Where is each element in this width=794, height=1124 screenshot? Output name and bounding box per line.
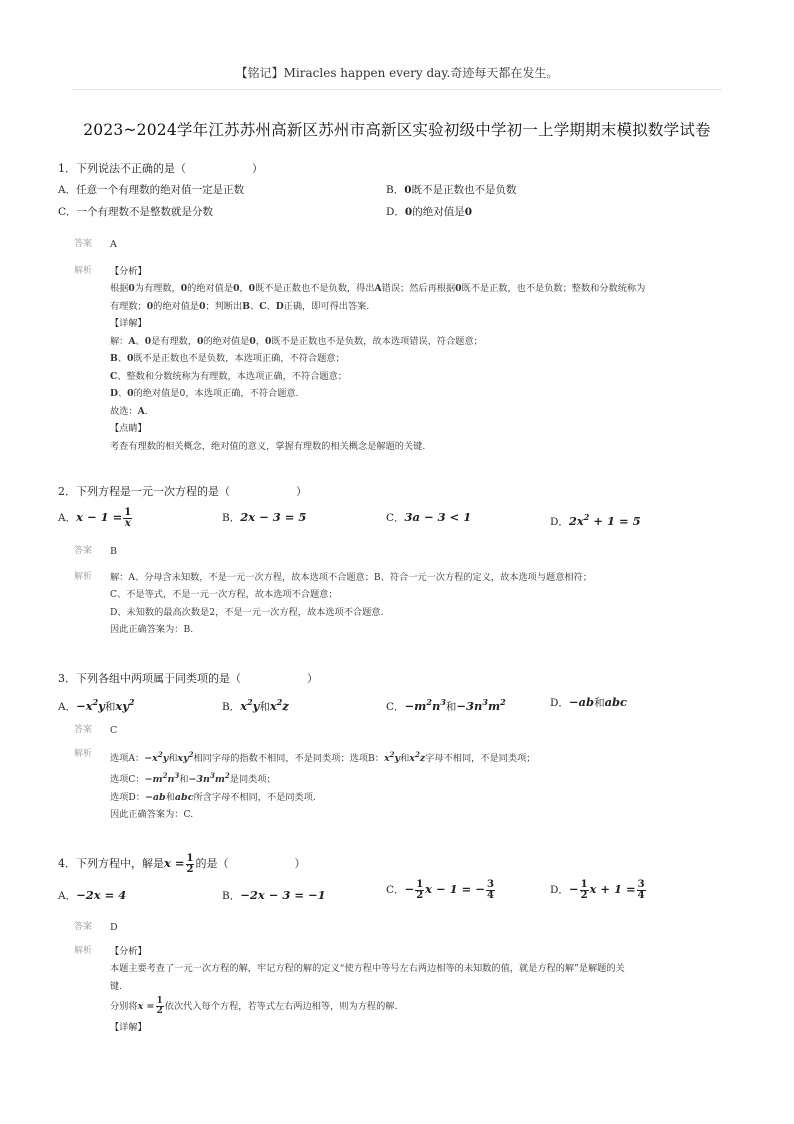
q2-answer-row: 答案 B [58, 543, 738, 561]
q1-option-b[interactable]: B．0既不是正数也不是负数 [386, 184, 517, 196]
q3-option-c[interactable]: C．$-m^2n^3$和$-3n^3m^2$ [386, 697, 506, 713]
question-4 [58, 848, 738, 1037]
q2-analysis-row: 解析 解：A、分母含未知数，不是一元一次方程，故本选项不合题意；B、符合一元一次方程的定义，故本选项与题意相符； C、不是等式，不是一元一次方程，故本选项不合题意； D、未知数的最高次数是2，不是一元一次方程，故本选项不合题意. 因此正确答案为：B. [58, 569, 738, 639]
page-motto: 【铭记】Miracles happen every day.奇迹每天都在发生。 [235, 66, 559, 80]
question-3 [58, 670, 738, 824]
q2-answer: B [110, 546, 117, 557]
q3-analysis: 选项A：$-x^2y$和$xy^2$相同字母的指数不相同，不是同类项；选项B：$x^2y$和$x^2z$字母不相同，不是同类项； 选项C：$-m^2n^3$和$-3n^3m^2$是同类项； 选项D：−ab和abc所含字母不相同，不是同类项. 因此正确答案为：C. [110, 749, 536, 821]
q3-analysis-row: 解析 选项A：$-x^2y$和$xy^2$相同字母的指数不相同，不是同类项；选项B：$x^2y$和$x^2z$字母不相同，不是同类项； 选项C：$-m^2n^3$和$-3n^3m^2$是同类项； 选项D：−ab和abc所含字母不相同，不是同类项. 因此正确答案为：C. [58, 746, 738, 824]
q2-option-b[interactable]: B．2x − 3 = 5 [222, 510, 307, 524]
q3-stem: 3．下列各组中两项属于同类项的是（ ） [58, 672, 318, 685]
q3-answer-row: 答案 C [58, 722, 738, 740]
q4-answer-row: 答案 D [58, 919, 738, 937]
q2-options [58, 503, 738, 533]
answer-label: 答案 [74, 239, 93, 249]
q4-option-d[interactable]: D．− $\frac{1}{2}$ x + 1 = $\frac{3}{4}$ [550, 878, 645, 901]
q4-answer: D [110, 922, 118, 933]
q1-option-c[interactable]: C．一个有理数不是整数就是分数 [58, 206, 214, 218]
q4-option-a[interactable]: A．−2x = 4 [58, 888, 127, 902]
q4-option-b[interactable]: B．−2x − 3 = −1 [222, 888, 326, 902]
q3-options [58, 690, 738, 716]
exam-title: 2023~2024学年江苏苏州高新区苏州市高新区实验初级中学初一上学期期末模拟数学试卷 [83, 121, 711, 139]
q2-option-a[interactable]: A．x − 1 = $\frac{1}{x}$ [58, 506, 132, 529]
q1-option-a[interactable]: A．任意一个有理数的绝对值一定是正数 [58, 184, 245, 196]
q1-stem: 1．下列说法不正确的是（ ） [58, 162, 263, 175]
q1-answer-row [58, 236, 738, 254]
q4-stem: 4．下列方程中，解是x = $\frac{1}{2}$ 的是（ ） [58, 852, 306, 875]
q1-answer: A [110, 239, 117, 250]
q1-analysis: 【分析】 根据0为有理数，0的绝对值是0，0既不是正数也不是负数，得出A错误；然后再根据0既不是正数，也不是负数；整数和分数统称为 有理数；0的绝对值是0；判断出B、C、D正确，即可得出答案. 【详解】 解：A、0是有理数，0的绝对值是0，0既不是正数也不是负数，故本选项错误，符合题意； B、0既不是正数也不是负数，本选项正确，不符合题意； C、整数和分数统称为有理数，本选项正确，不符合题意； D、0的绝对值是0，本选项正确，不符合题意. 故选：A. 【点睛】 考查有理数的相关概念，绝对值的意义，掌握有理数的相关概念是解题的关键. [110, 265, 646, 452]
question-1 [58, 160, 738, 455]
header-divider [72, 89, 722, 90]
q3-option-d[interactable]: D．−ab和abc [550, 695, 628, 709]
q3-answer: C [110, 725, 118, 736]
q3-option-a[interactable]: A．$-x^2y$和$xy^2$ [58, 697, 135, 713]
q2-option-c[interactable]: C．3a − 3 < 1 [386, 510, 472, 524]
q1-options-row-2 [58, 202, 738, 224]
q2-analysis: 解：A、分母含未知数，不是一元一次方程，故本选项不合题意；B、符合一元一次方程的定义，故本选项与题意相符； C、不是等式，不是一元一次方程，故本选项不合题意； D、未知数的最高次数是2，不是一元一次方程，故本选项不合题意. 因此正确答案为：B. [110, 571, 592, 635]
q1-analysis-row [58, 263, 738, 456]
analysis-label: 解析 [74, 265, 93, 276]
q4-analysis-row: 解析 【分析】 本题主要考查了一元一次方程的解，牢记方程的解的定义“使方程中等号左右两边相等的未知数的值，就是方程的解”是解题的关 键. 分别将x = $\frac{1}{2}$ 依次代入每个方程，若等式左右两边相等，则为方程的解. 【详解】 [58, 943, 738, 1037]
q3-option-b[interactable]: B．$x^2y$和$x^2z$ [222, 697, 289, 713]
q2-stem: 2．下列方程是一元一次方程的是（ ） [58, 485, 307, 498]
q4-options [58, 879, 738, 913]
q4-analysis: 【分析】 本题主要考查了一元一次方程的解，牢记方程的解的定义“使方程中等号左右两边相等的未知数的值，就是方程的解”是解题的关 键. 分别将x = $\frac{1}{2}$ 依次代入每个方程，若等式左右两边相等，则为方程的解. 【详解】 [110, 945, 625, 1033]
q4-option-c[interactable]: C．− $\frac{1}{2}$ x − 1 = − $\frac{3}{4}$ [386, 878, 494, 901]
question-2 [58, 483, 738, 639]
q1-option-d[interactable]: D．0的绝对值是0 [386, 206, 473, 218]
q1-options-row-1 [58, 180, 738, 202]
q2-option-d[interactable]: D．$2x^2 + 1 = 5$ [550, 512, 641, 528]
